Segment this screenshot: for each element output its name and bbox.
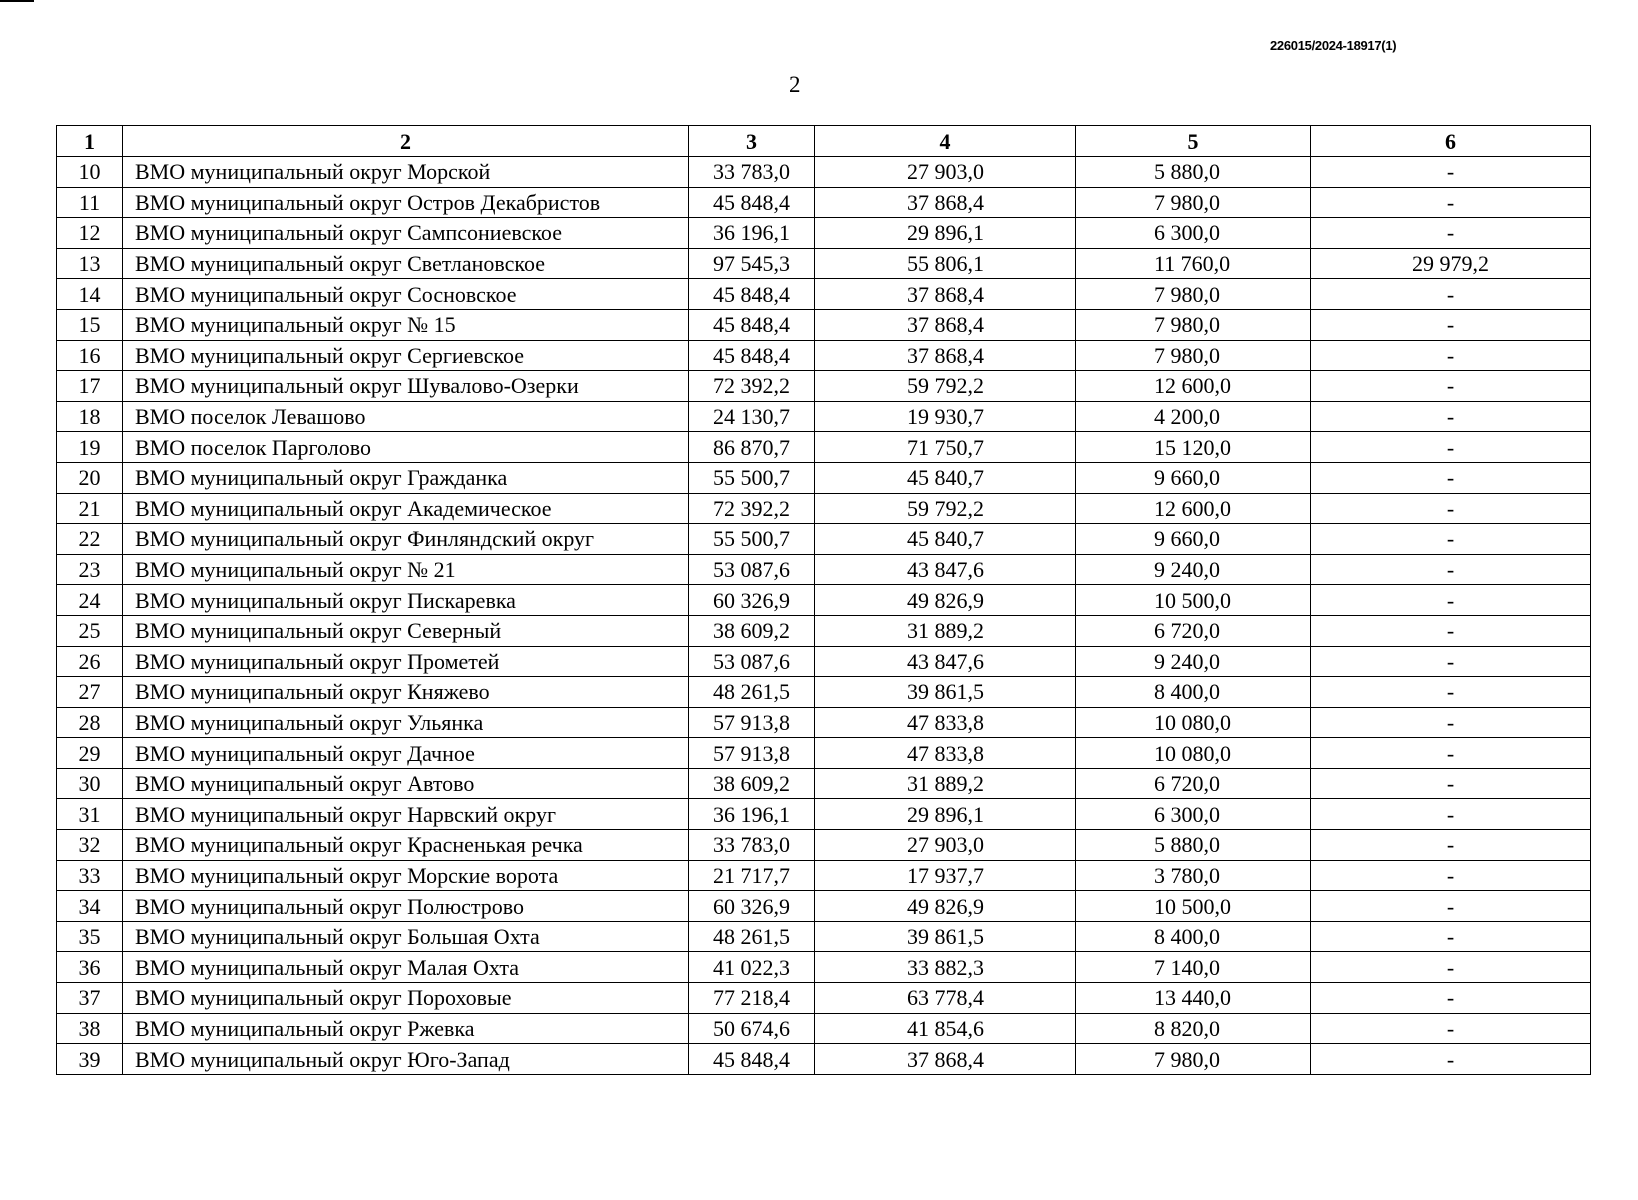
column-4-value-cell: 29 896,1 [815,218,1076,249]
municipality-name-cell: ВМО муниципальный округ Автово [123,768,689,799]
column-6-value-cell: - [1311,187,1591,218]
table-body [57,157,1591,1075]
column-5-value-cell: 6 720,0 [1076,615,1311,646]
column-5-value-cell: 12 600,0 [1076,371,1311,402]
row-number-cell: 32 [57,830,123,861]
column-6-value-cell: - [1311,432,1591,463]
municipality-name-cell: ВМО муниципальный округ Академическое [123,493,689,524]
column-header-4: 4 [815,126,1076,157]
column-6-value-cell: - [1311,891,1591,922]
column-5-value-cell: 9 240,0 [1076,646,1311,677]
municipality-name-cell: ВМО муниципальный округ Гражданка [123,462,689,493]
column-5-value-cell: 7 980,0 [1076,187,1311,218]
row-number-cell: 36 [57,952,123,983]
column-5-value-cell: 7 980,0 [1076,309,1311,340]
column-3-value-cell: 50 674,6 [689,1013,815,1044]
table-row [57,248,1591,279]
column-5-value-cell: 7 980,0 [1076,1044,1311,1075]
column-4-value-cell: 45 840,7 [815,524,1076,555]
column-5-value-cell: 3 780,0 [1076,860,1311,891]
municipality-name-cell: ВМО муниципальный округ № 21 [123,554,689,585]
municipality-name-cell: ВМО муниципальный округ Ржевка [123,1013,689,1044]
column-6-value-cell: - [1311,157,1591,188]
row-number-cell: 25 [57,615,123,646]
column-5-value-cell: 8 820,0 [1076,1013,1311,1044]
column-3-value-cell: 60 326,9 [689,891,815,922]
table-row [57,524,1591,555]
municipality-name-cell: ВМО муниципальный округ Нарвский округ [123,799,689,830]
row-number-cell: 35 [57,921,123,952]
column-6-value-cell: - [1311,218,1591,249]
column-3-value-cell: 45 848,4 [689,340,815,371]
table-row [57,830,1591,861]
table-row [57,279,1591,310]
column-4-value-cell: 19 930,7 [815,401,1076,432]
column-3-value-cell: 45 848,4 [689,187,815,218]
table-row [57,707,1591,738]
column-5-value-cell: 10 500,0 [1076,585,1311,616]
column-3-value-cell: 86 870,7 [689,432,815,463]
table-row [57,157,1591,188]
municipality-name-cell: ВМО муниципальный округ Морской [123,157,689,188]
row-number-cell: 23 [57,554,123,585]
column-4-value-cell: 37 868,4 [815,187,1076,218]
municipality-name-cell: ВМО муниципальный округ Сампсониевское [123,218,689,249]
column-3-value-cell: 45 848,4 [689,279,815,310]
column-6-value-cell: - [1311,279,1591,310]
table-row [57,401,1591,432]
column-3-value-cell: 55 500,7 [689,524,815,555]
table-row [57,218,1591,249]
column-6-value-cell: - [1311,677,1591,708]
row-number-cell: 11 [57,187,123,218]
column-3-value-cell: 38 609,2 [689,615,815,646]
column-3-value-cell: 38 609,2 [689,768,815,799]
municipality-name-cell: ВМО муниципальный округ Пороховые [123,983,689,1014]
row-number-cell: 21 [57,493,123,524]
column-3-value-cell: 45 848,4 [689,1044,815,1075]
row-number-cell: 15 [57,309,123,340]
municipality-name-cell: ВМО муниципальный округ Ульянка [123,707,689,738]
column-6-value-cell: - [1311,799,1591,830]
column-header-3: 3 [689,126,815,157]
column-4-value-cell: 37 868,4 [815,340,1076,371]
municipality-name-cell: ВМО муниципальный округ Светлановское [123,248,689,279]
municipality-name-cell: ВМО муниципальный округ Юго-Запад [123,1044,689,1075]
row-number-cell: 27 [57,677,123,708]
column-5-value-cell: 7 980,0 [1076,340,1311,371]
column-6-value-cell: - [1311,738,1591,769]
column-5-value-cell: 10 080,0 [1076,738,1311,769]
column-5-value-cell: 8 400,0 [1076,677,1311,708]
municipality-name-cell: ВМО поселок Левашово [123,401,689,432]
table-row [57,891,1591,922]
column-3-value-cell: 24 130,7 [689,401,815,432]
municipality-name-cell: ВМО муниципальный округ Северный [123,615,689,646]
column-6-value-cell: - [1311,401,1591,432]
table-row [57,738,1591,769]
column-4-value-cell: 59 792,2 [815,493,1076,524]
column-5-value-cell: 12 600,0 [1076,493,1311,524]
column-4-value-cell: 49 826,9 [815,585,1076,616]
municipality-name-cell: ВМО муниципальный округ Красненькая речка [123,830,689,861]
row-number-cell: 18 [57,401,123,432]
municipality-name-cell: ВМО муниципальный округ Дачное [123,738,689,769]
table-row [57,615,1591,646]
table-row [57,921,1591,952]
table-row [57,1044,1591,1075]
municipality-name-cell: ВМО муниципальный округ № 15 [123,309,689,340]
table-row [57,952,1591,983]
column-5-value-cell: 4 200,0 [1076,401,1311,432]
column-6-value-cell: - [1311,830,1591,861]
column-4-value-cell: 47 833,8 [815,707,1076,738]
column-4-value-cell: 63 778,4 [815,983,1076,1014]
row-number-cell: 39 [57,1044,123,1075]
municipality-name-cell: ВМО муниципальный округ Морские ворота [123,860,689,891]
row-number-cell: 20 [57,462,123,493]
table-row [57,860,1591,891]
table-row [57,493,1591,524]
row-number-cell: 37 [57,983,123,1014]
column-3-value-cell: 57 913,8 [689,738,815,769]
column-6-value-cell: - [1311,983,1591,1014]
table-row [57,462,1591,493]
column-3-value-cell: 36 196,1 [689,799,815,830]
column-6-value-cell: - [1311,615,1591,646]
column-6-value-cell: - [1311,707,1591,738]
row-number-cell: 31 [57,799,123,830]
column-3-value-cell: 60 326,9 [689,585,815,616]
column-4-value-cell: 31 889,2 [815,768,1076,799]
column-6-value-cell: - [1311,524,1591,555]
table-row [57,432,1591,463]
column-4-value-cell: 45 840,7 [815,462,1076,493]
table-row [57,309,1591,340]
column-4-value-cell: 43 847,6 [815,554,1076,585]
column-header-2: 2 [123,126,689,157]
column-5-value-cell: 7 980,0 [1076,279,1311,310]
column-5-value-cell: 10 080,0 [1076,707,1311,738]
column-6-value-cell: - [1311,554,1591,585]
column-5-value-cell: 9 240,0 [1076,554,1311,585]
column-4-value-cell: 39 861,5 [815,921,1076,952]
column-5-value-cell: 13 440,0 [1076,983,1311,1014]
column-5-value-cell: 8 400,0 [1076,921,1311,952]
column-6-value-cell: - [1311,1044,1591,1075]
column-5-value-cell: 9 660,0 [1076,462,1311,493]
column-4-value-cell: 27 903,0 [815,157,1076,188]
row-number-cell: 24 [57,585,123,616]
column-4-value-cell: 31 889,2 [815,615,1076,646]
column-3-value-cell: 97 545,3 [689,248,815,279]
table-row [57,371,1591,402]
column-header-1: 1 [57,126,123,157]
column-3-value-cell: 21 717,7 [689,860,815,891]
column-5-value-cell: 15 120,0 [1076,432,1311,463]
municipality-name-cell: ВМО муниципальный округ Шувалово-Озерки [123,371,689,402]
column-3-value-cell: 53 087,6 [689,554,815,585]
row-number-cell: 34 [57,891,123,922]
column-5-value-cell: 10 500,0 [1076,891,1311,922]
column-6-value-cell: - [1311,768,1591,799]
column-3-value-cell: 57 913,8 [689,707,815,738]
column-4-value-cell: 17 937,7 [815,860,1076,891]
column-6-value-cell: - [1311,1013,1591,1044]
column-3-value-cell: 53 087,6 [689,646,815,677]
row-number-cell: 26 [57,646,123,677]
column-6-value-cell: - [1311,462,1591,493]
municipality-name-cell: ВМО муниципальный округ Сергиевское [123,340,689,371]
column-3-value-cell: 33 783,0 [689,157,815,188]
column-3-value-cell: 72 392,2 [689,493,815,524]
column-5-value-cell: 5 880,0 [1076,157,1311,188]
row-number-cell: 14 [57,279,123,310]
row-number-cell: 13 [57,248,123,279]
municipality-name-cell: ВМО муниципальный округ Большая Охта [123,921,689,952]
table-row [57,340,1591,371]
table-row [57,768,1591,799]
column-4-value-cell: 59 792,2 [815,371,1076,402]
column-6-value-cell: 29 979,2 [1311,248,1591,279]
table-row [57,585,1591,616]
table-row [57,1013,1591,1044]
column-6-value-cell: - [1311,371,1591,402]
column-3-value-cell: 33 783,0 [689,830,815,861]
column-5-value-cell: 11 760,0 [1076,248,1311,279]
row-number-cell: 16 [57,340,123,371]
column-4-value-cell: 33 882,3 [815,952,1076,983]
municipality-name-cell: ВМО муниципальный округ Пискаревка [123,585,689,616]
column-5-value-cell: 6 300,0 [1076,218,1311,249]
table-row [57,646,1591,677]
row-number-cell: 30 [57,768,123,799]
allocation-table [56,125,1591,1075]
column-4-value-cell: 43 847,6 [815,646,1076,677]
column-4-value-cell: 27 903,0 [815,830,1076,861]
column-4-value-cell: 37 868,4 [815,309,1076,340]
corner-scan-mark [0,0,34,2]
column-4-value-cell: 39 861,5 [815,677,1076,708]
column-6-value-cell: - [1311,952,1591,983]
municipality-name-cell: ВМО муниципальный округ Остров Декабристов [123,187,689,218]
row-number-cell: 10 [57,157,123,188]
column-3-value-cell: 77 218,4 [689,983,815,1014]
column-4-value-cell: 49 826,9 [815,891,1076,922]
municipality-name-cell: ВМО поселок Парголово [123,432,689,463]
column-6-value-cell: - [1311,309,1591,340]
row-number-cell: 38 [57,1013,123,1044]
row-number-cell: 29 [57,738,123,769]
column-5-value-cell: 6 300,0 [1076,799,1311,830]
allocation-table-container [56,125,1590,1075]
column-5-value-cell: 7 140,0 [1076,952,1311,983]
municipality-name-cell: ВМО муниципальный округ Финляндский округ [123,524,689,555]
column-4-value-cell: 55 806,1 [815,248,1076,279]
row-number-cell: 19 [57,432,123,463]
table-row [57,983,1591,1014]
row-number-cell: 12 [57,218,123,249]
page-number: 2 [789,72,801,97]
table-row [57,187,1591,218]
column-4-value-cell: 41 854,6 [815,1013,1076,1044]
row-number-cell: 28 [57,707,123,738]
row-number-cell: 22 [57,524,123,555]
row-number-cell: 17 [57,371,123,402]
table-row [57,799,1591,830]
column-3-value-cell: 36 196,1 [689,218,815,249]
column-6-value-cell: - [1311,646,1591,677]
column-4-value-cell: 47 833,8 [815,738,1076,769]
column-header-5: 5 [1076,126,1311,157]
municipality-name-cell: ВМО муниципальный округ Сосновское [123,279,689,310]
table-header-row [57,126,1591,157]
column-3-value-cell: 55 500,7 [689,462,815,493]
column-5-value-cell: 9 660,0 [1076,524,1311,555]
municipality-name-cell: ВМО муниципальный округ Прометей [123,646,689,677]
column-4-value-cell: 71 750,7 [815,432,1076,463]
municipality-name-cell: ВМО муниципальный округ Полюстрово [123,891,689,922]
column-4-value-cell: 29 896,1 [815,799,1076,830]
column-3-value-cell: 48 261,5 [689,677,815,708]
row-number-cell: 33 [57,860,123,891]
column-6-value-cell: - [1311,585,1591,616]
column-3-value-cell: 41 022,3 [689,952,815,983]
column-6-value-cell: - [1311,493,1591,524]
table-row [57,554,1591,585]
column-3-value-cell: 72 392,2 [689,371,815,402]
column-5-value-cell: 5 880,0 [1076,830,1311,861]
column-6-value-cell: - [1311,860,1591,891]
column-header-6: 6 [1311,126,1591,157]
municipality-name-cell: ВМО муниципальный округ Малая Охта [123,952,689,983]
column-6-value-cell: - [1311,340,1591,371]
column-3-value-cell: 48 261,5 [689,921,815,952]
column-4-value-cell: 37 868,4 [815,279,1076,310]
column-6-value-cell: - [1311,921,1591,952]
column-3-value-cell: 45 848,4 [689,309,815,340]
column-5-value-cell: 6 720,0 [1076,768,1311,799]
column-4-value-cell: 37 868,4 [815,1044,1076,1075]
document-id: 226015/2024-18917(1) [1270,38,1397,53]
municipality-name-cell: ВМО муниципальный округ Княжево [123,677,689,708]
table-row [57,677,1591,708]
